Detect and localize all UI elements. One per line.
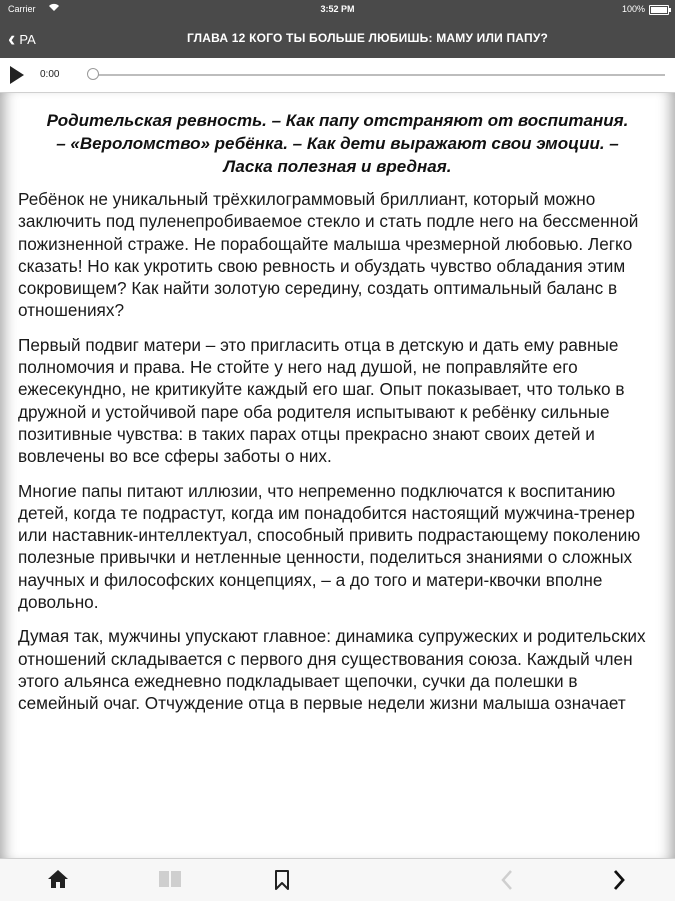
bookmark-icon[interactable] (260, 859, 304, 901)
audio-current-time: 0:00 (40, 69, 60, 80)
status-time: 3:52 PM (320, 4, 355, 14)
paragraph: Первый подвиг матери – это пригласить отца в детскую и дать ему равные полномочия и права. Не стойте у него над душой, не поправляйте его ежесекундно, не критикуйте каждый его шаг. Опыт показывает, что только в дружной и устойчивой паре оба родителя испытывают к ребёнку сильные позитивные чувства: в таких парах отцы прекрасно знают своих детей и вовлечены во все сферы заботы о них. (18, 334, 625, 467)
paragraph: Думая так, мужчины упускают главное: динамика супружеских и родительских отношений складывается с первого дня существования союза. Каждый член этого альянса ежедневно подкладывает щепочки, сучки да полешки в семейный очаг. Отчуждение отца в первые недели жизни малыша означает (18, 626, 646, 714)
home-icon[interactable] (36, 859, 80, 901)
audio-player (0, 58, 675, 93)
back-button[interactable] (8, 28, 36, 50)
chapter-subtitle: Родительская ревность. – Как папу отстраняют от воспитания. – «Вероломство» ребёнка. – Как дети выражают свои эмоции. – Ласка полезная и вредная. (46, 111, 629, 176)
book-icon[interactable] (148, 859, 192, 901)
status-bar (0, 0, 675, 20)
play-icon[interactable] (10, 66, 24, 84)
paragraph: Ребёнок не уникальный трёхкилограммовый бриллиант, который можно заключить под пуленепробиваемое стекло и стать подле него на бессменной пожизненной страже. Не порабощайте малыша чрезмерной любовью. Легко сказать! Но как укротить свою ревность и обуздать чувство обладания этим сокровищем? Как найти золотую середину, создать оптимальный баланс в отношениях? (18, 189, 639, 321)
audio-progress-track[interactable] (92, 74, 665, 76)
audio-progress-knob[interactable] (87, 68, 99, 80)
chevron-right-icon[interactable] (598, 859, 642, 901)
chevron-left-icon: ‹ (8, 26, 16, 51)
battery-percent: 100% (621, 4, 645, 14)
bottom-toolbar (0, 858, 675, 901)
page-title: ГЛАВА 12 КОГО ТЫ БОЛЬШЕ ЛЮБИШЬ: МАМУ ИЛИ ПАПУ? (186, 31, 549, 45)
carrier-label: Carrier (8, 4, 36, 14)
chevron-left-icon[interactable] (486, 859, 530, 901)
paragraph: Многие папы питают иллюзии, что непременно подключатся к воспитанию детей, когда те подрастут, когда им понадобится настоящий мужчина-тренер или наставник-интеллектуал, способный привить подрастающему поколению полезные привычки и нетленные ценности, поделиться знаниями о сложных научных и философских концепциях, – а до того и матери-квочки вполне довольно. (18, 480, 641, 613)
battery-icon (649, 5, 669, 15)
reader-content[interactable] (0, 93, 675, 858)
back-button-label: РА (19, 31, 36, 47)
nav-bar (0, 20, 675, 58)
